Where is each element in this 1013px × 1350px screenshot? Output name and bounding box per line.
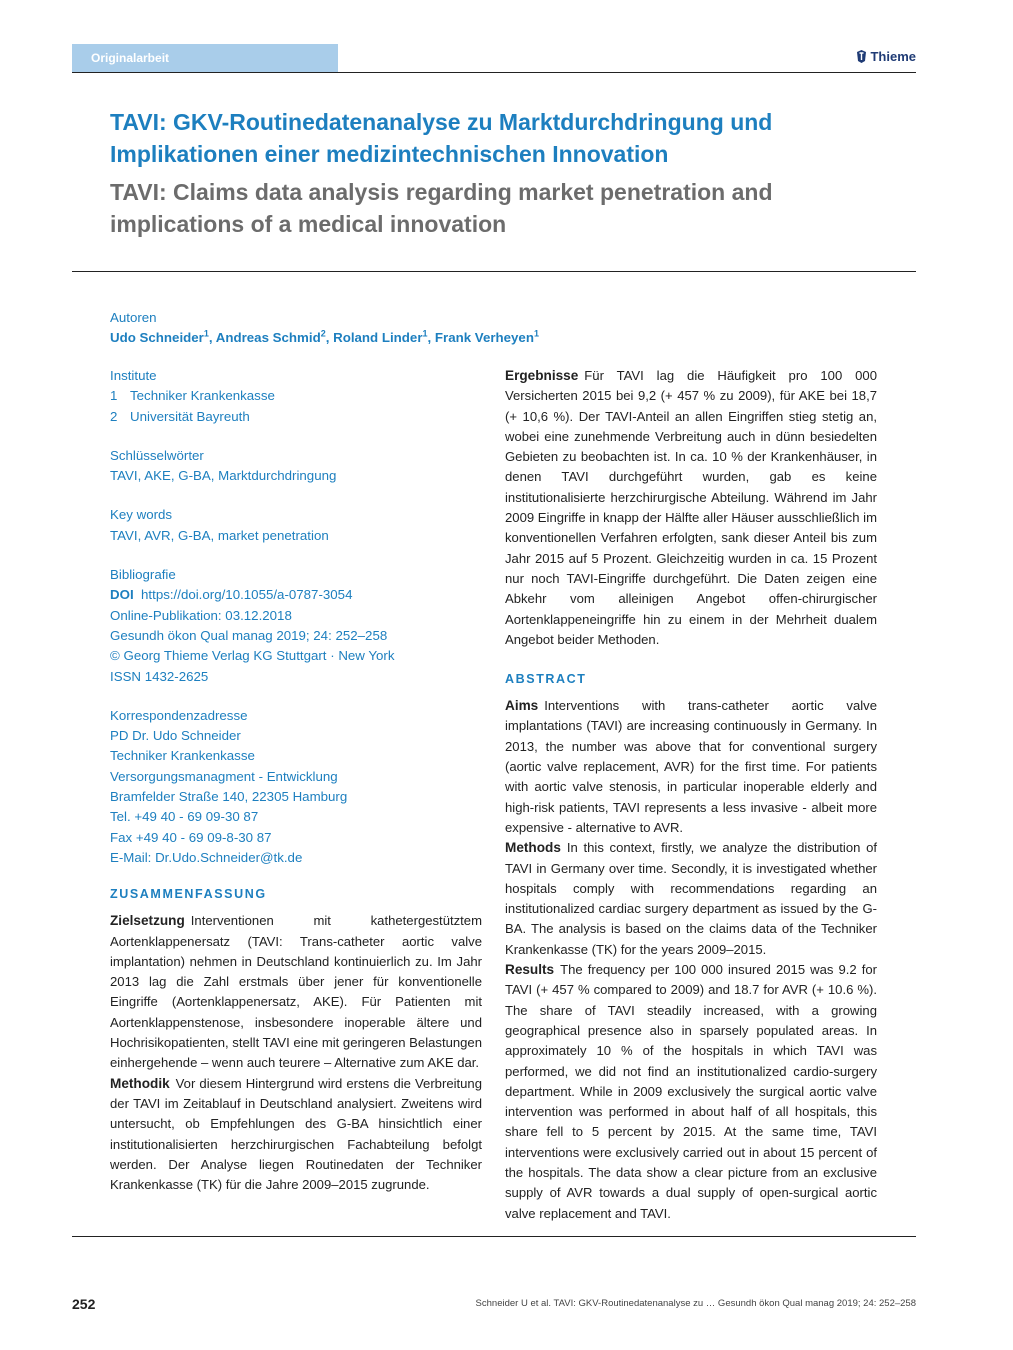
author-affiliation: 2 bbox=[320, 328, 326, 339]
article-title-de: TAVI: GKV-Routinedatenanalyse zu Marktdurchdringung und Implikationen einer medizintechnischen Innovation bbox=[110, 109, 773, 167]
keywords-de-label: Schlüsselwörter bbox=[110, 447, 204, 463]
keywords-de-text: TAVI, AKE, G-BA, Marktdurchdringung bbox=[110, 468, 337, 484]
abstract-paragraph bbox=[505, 960, 877, 1224]
institutes-block bbox=[110, 366, 482, 427]
article-title-en: TAVI: Claims data analysis regarding market penetration and implications of a medical innovation bbox=[110, 179, 773, 237]
correspondence-label: Korrespondenzadresse bbox=[110, 707, 248, 723]
keywords-en-text: TAVI, AVR, G-BA, market penetration bbox=[110, 527, 329, 543]
page-number: 252 bbox=[72, 1296, 96, 1312]
author-name: Udo Schneider bbox=[110, 330, 204, 346]
abstract-paragraph bbox=[505, 696, 877, 838]
keywords-de-block bbox=[110, 446, 482, 487]
author-affiliation: 1 bbox=[203, 328, 209, 339]
doi-label: DOI bbox=[110, 587, 134, 603]
zusammenfassung-paragraph bbox=[505, 366, 877, 650]
paragraph-lead: Results bbox=[505, 962, 555, 978]
bibliography-label: Bibliografie bbox=[110, 567, 176, 583]
paragraph-text: Für TAVI lag die Häufigkeit pro 100 000 Versicherten 2015 bei 9,2 (+ 457 % zu 2009), für AKE bei 18,7 (+ 10,6 %). Der TAVI-Anteil an allen Eingriffen stieg stetig an, wobei eine zunehmende Verbreitung auch in dünn besiedelten Gebieten zu beobachten ist. In ca. 10 % der Krankenhäuser, in denen TAVI durchgeführt wurden, gab es keine institutionalisierte herzchirurgische Abteilung. Während im Jahr 2009 Eingriffe in knapp der Hälfte aller Häuser ausschließlich im konventionellen Verfahren erfolgten, sank dieser Anteil bis zum Jahr 2015 auf 5 Prozent. Gleichzeitig wurden in ca. 15 Prozent nur noch TAVI-Eingriffe durchgeführt. Die Daten zeigen eine Abkehr vom alleinigen Angebot offen-chirurgischer Aortenklappeneingriffe hin zu einem in der Mehrheit dualem Angebot beider Methoden. bbox=[505, 368, 877, 647]
paragraph-lead: Methodik bbox=[110, 1075, 170, 1091]
author-name: Roland Linder bbox=[333, 330, 423, 346]
correspondence-email[interactable]: E-Mail: Dr.Udo.Schneider@tk.de bbox=[110, 849, 303, 865]
keywords-en-block bbox=[110, 505, 482, 546]
author-affiliation: 1 bbox=[422, 328, 428, 339]
zusammenfassung-heading: ZUSAMMENFASSUNG bbox=[110, 887, 267, 902]
abstract-paragraph bbox=[505, 838, 877, 960]
zusammenfassung-paragraph bbox=[110, 911, 482, 1073]
correspondence-line: Tel. +49 40 - 69 09-30 87 bbox=[110, 809, 259, 825]
institutes-label: Institute bbox=[110, 368, 157, 383]
paragraph-text: In this context, firstly, we analyze the distribution of TAVI in Germany over time. Secondly, it is investigated whether hospitals comply with recommendations regarding an institutionalized cardiac surgery department as issued by the G-BA. The analysis is based on the claims data of the Techniker Krankenkasse (TK) for the years 2009–2015. bbox=[505, 840, 877, 957]
copyright: © Georg Thieme Verlag KG Stuttgart · New York bbox=[110, 648, 395, 664]
bibliography-block bbox=[110, 565, 482, 687]
institute-number: 1 bbox=[110, 388, 118, 404]
section-tab: Originalarbeit bbox=[72, 44, 338, 72]
paragraph-text: Interventions with trans-catheter aortic valve implantations (TAVI) are increasing continuously in Germany. In 2013, the number was above that for conventional surgery (aortic valve replacement, AVR) for the first time. For patients with aortic valve stenosis, in particular inoperable elderly and high-risk patients, TAVI represents a less invasive - albeit more expensive - alternative to AVR. bbox=[505, 698, 877, 835]
abstract-heading: ABSTRACT bbox=[505, 672, 587, 687]
correspondence-block bbox=[110, 706, 482, 868]
paragraph-text: The frequency per 100 000 insured 2015 was 9.2 for TAVI (+ 457 % compared to 2009) and 18.7 for AVR (+ 10.6 %). The share of TAVI steadily increased, with a growing geographical presence also in sparsely populated areas. In approximately 10 % of the hospitals in which TAVI was performed, we did not find an institutionalized cardio-surgery department. While in 2009 exclusively the surgical aortic valve intervention was performed in about half of all hospitals, this share fell to 5 percent by 2015. At the same time, TAVI interventions were exclusively carried out in about 15 percent of the hospitals. The data show a clear picture from an exclusive supply of AVR towards a dual supply of open-surgical aortic valve replacement and TAVI. bbox=[505, 962, 877, 1221]
paragraph-lead: Aims bbox=[505, 698, 539, 714]
title-rule bbox=[72, 271, 916, 272]
paragraph-lead: Ergebnisse bbox=[505, 368, 579, 383]
left-column bbox=[110, 366, 482, 1195]
institute-item bbox=[110, 407, 482, 427]
correspondence-line: Bramfelder Straße 140, 22305 Hamburg bbox=[110, 789, 348, 805]
zusammenfassung-continued bbox=[505, 366, 877, 650]
correspondence-line: Fax +49 40 - 69 09-8-30 87 bbox=[110, 829, 272, 845]
correspondence-line: Versorgungsmanagment - Entwicklung bbox=[110, 768, 338, 784]
paragraph-lead: Zielsetzung bbox=[110, 913, 185, 929]
doi-line bbox=[110, 585, 482, 605]
abstract-body bbox=[505, 696, 877, 1224]
paragraph-text: Interventionen mit kathetergestütztem Aortenklappenersatz (TAVI: Trans-catheter aortic valve implantation) nehmen in Deutschland kontinuierlich zu. Im Jahr 2013 lag die Zahl erstmals über jener für konventionelle Eingriffe (Aortenklappenersatz, AKE). Für Patienten mit Aortenklappenstenose, insbesondere inoperable ältere und Hochrisikopatienten, stellt TAVI eine mit geringeren Belastungen einhergehende – wenn auch teurere – Alternative zum AKE dar. bbox=[110, 913, 482, 1071]
institute-number: 2 bbox=[110, 408, 118, 424]
author-name: Andreas Schmid bbox=[215, 330, 321, 346]
authors-block bbox=[110, 308, 539, 349]
thieme-logo-icon bbox=[856, 50, 867, 63]
authors-label: Autoren bbox=[110, 310, 157, 325]
author-affiliation: 1 bbox=[533, 328, 539, 339]
issn: ISSN 1432-2625 bbox=[110, 668, 209, 684]
keywords-en-label: Key words bbox=[110, 507, 173, 523]
publisher-name: Thieme bbox=[870, 49, 916, 64]
correspondence-line: Techniker Krankenkasse bbox=[110, 748, 255, 764]
citation: Gesundh ökon Qual manag 2019; 24: 252–258 bbox=[110, 627, 388, 643]
running-footer: Schneider U et al. TAVI: GKV-Routinedatenanalyse zu … Gesundh ökon Qual manag 2019; 24: 252–258 bbox=[475, 1298, 916, 1309]
institute-name: Techniker Krankenkasse bbox=[130, 388, 275, 404]
publisher-logo bbox=[856, 49, 916, 64]
right-column bbox=[505, 366, 877, 1224]
footer-rule bbox=[72, 1236, 916, 1237]
paragraph-text: Vor diesem Hintergrund wird erstens die Verbreitung der TAVI im Zeitablauf in Deutschland analysiert. Zweitens wird untersucht, ob Empfehlungen des G-BA hinsichtlich einer institutionalisierten herzchirurgischen Fachabteilung befolgt werden. Der Analyse liegen Routinedaten der Techniker Krankenkasse (TK) für die Jahre 2009–2015 zugrunde. bbox=[110, 1075, 482, 1193]
doi-link[interactable]: https://doi.org/10.1055/a-0787-3054 bbox=[141, 587, 353, 603]
zusammenfassung-body bbox=[110, 911, 482, 1195]
authors-list: Udo Schneider$^1$, Andreas Schmid$^2$, Roland Linder$^1$, Frank Verheyen$^1$ bbox=[110, 328, 539, 346]
institute-item bbox=[110, 386, 482, 406]
paragraph-lead: Methods bbox=[505, 840, 561, 856]
header-rule bbox=[72, 72, 916, 73]
zusammenfassung-paragraph bbox=[110, 1074, 482, 1196]
online-publication: Online-Publikation: 03.12.2018 bbox=[110, 607, 292, 623]
correspondence-line: PD Dr. Udo Schneider bbox=[110, 728, 241, 744]
author-name: Frank Verheyen bbox=[434, 330, 534, 346]
institute-name: Universität Bayreuth bbox=[130, 408, 250, 424]
